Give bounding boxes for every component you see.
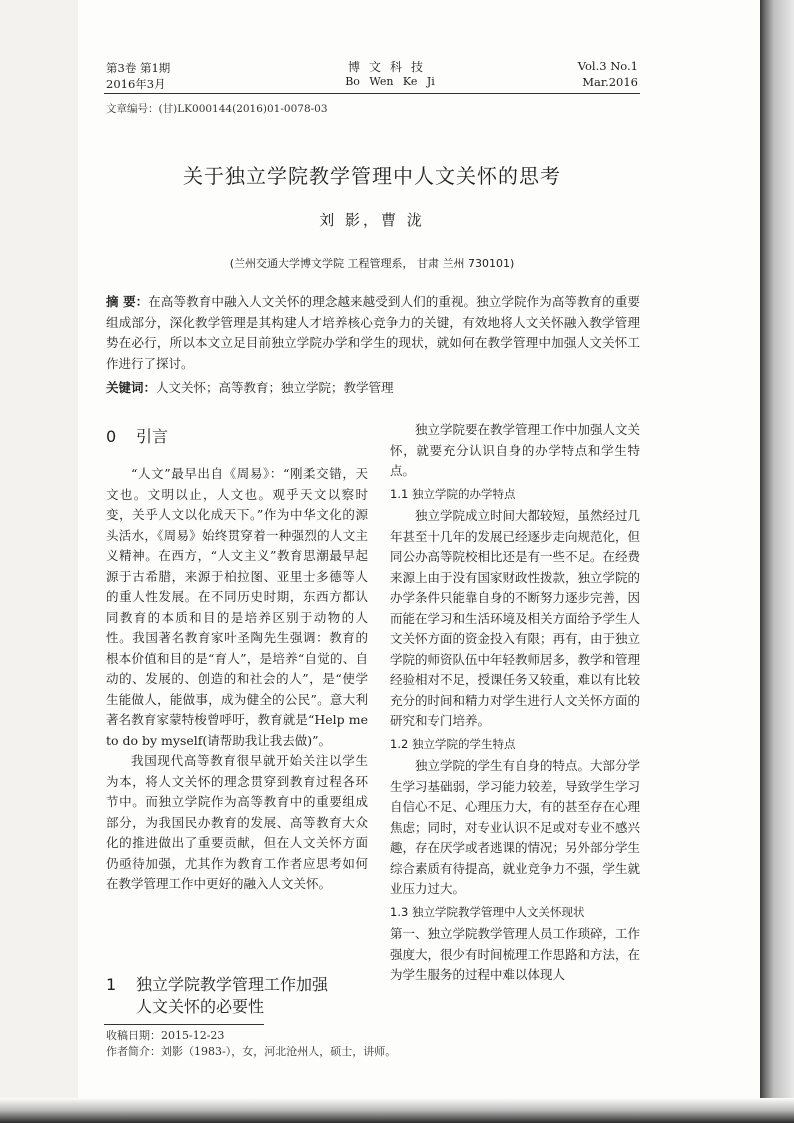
author-bio: 作者简介：刘影（1983-），女，河北沧州人，硕士，讲师。	[106, 1045, 397, 1058]
abstract	[106, 292, 640, 374]
paper-title: 关于独立学院教学管理中人文关怀的思考	[183, 164, 561, 188]
article-number: 文章编号：(甘)LK000144(2016)01-0078-03	[106, 103, 328, 115]
abstract-label: 摘 要：	[106, 294, 149, 309]
intro-paragraph-2: 我国现代高等教育很早就开始关注以学生为本，将人文关怀的理念贯穿到教育过程各环节中。而独立学院作为高等教育中的重要组成部分，为我国民办教育的发展、高等教育大众化的推进做出了重要贡献，但在人文关怀方面仍亟待加强，尤其作为教育工作者应思考如何在教学管理工作中更好的融入人文关怀。	[106, 753, 368, 891]
section-1-title-line1: 独立学院教学管理工作加强	[136, 975, 329, 994]
header-rule	[104, 93, 640, 94]
keywords-text: 人文关怀；高等教育；独立学院；教学管理	[156, 380, 394, 395]
journal-name-cn: 博文科技	[347, 60, 432, 74]
section-0-title: 引言	[136, 427, 169, 446]
keywords-label: 关键词：	[106, 380, 157, 395]
abstract-text: 在高等教育中融入人文关怀的理念越来越受到人们的重视。独立学院作为高等教育的重要组成部分，深化教学管理是其构建人才培养核心竞争力的关键，有效地将人文关怀融入教学管理势在必行，所以本文立足目前独立学院办学和学生的现状，就如何在教学管理中加强人文关怀工作进行了探讨。	[106, 294, 640, 371]
subsection-1-2-text: 独立学院的学生有自身的特点。大部分学生学习基础弱，学习能力较差，导致学生学习自信心不足、心理压力大，有的甚至存在心理焦虑；同时，对专业认识不足或对专业不感兴趣，存在厌学或者逃课的情况；另外部分学生综合素质有待提高，就业竞争力不强，学生就业压力过大。	[390, 758, 641, 896]
section-1-intro: 独立学院要在教学管理工作中加强人文关怀，就要充分认识自身的办学特点和学生特点。	[390, 422, 641, 478]
section-0-number: 0	[106, 427, 117, 446]
section-1-number: 1	[106, 975, 117, 994]
subsection-1-3-heading: 1.3 独立学院教学管理中人文关怀现状	[390, 904, 585, 919]
header-date: 2016年3月	[106, 77, 166, 91]
journal-name-pinyin: Bo Wen Ke Ji	[345, 75, 435, 88]
footnote-rule	[104, 1024, 264, 1025]
paper-affiliation: (兰州交通大学博文学院 工程管理系， 甘肃 兰州 730101)	[229, 257, 515, 270]
header-month: Mar.2016	[582, 75, 638, 89]
section-1-title-line2: 人文关怀的必要性	[136, 997, 265, 1016]
received-date: 收稿日期：2015-12-23	[106, 1029, 225, 1042]
header-vol-no: Vol.3 No.1	[577, 59, 638, 73]
section-0-heading	[106, 424, 368, 447]
subsection-1-2-heading: 1.2 独立学院的学生特点	[390, 736, 516, 751]
keywords	[106, 378, 640, 396]
section-1-heading	[106, 974, 368, 1018]
footnote	[106, 1028, 640, 1060]
left-column-body	[106, 464, 368, 895]
header-journal	[290, 58, 490, 88]
subsection-1-1-heading: 1.1 独立学院的办学特点	[390, 486, 516, 501]
scan-shadow-right	[760, 0, 794, 1123]
paper-authors: 刘 影，曹 泷	[319, 211, 425, 229]
subsection-1-3-text: 第一、独立学院教学管理人员工作琐碎，工作强度大，很少有时间梳理工作思路和方法，在为学生服务的过程中难以体现人	[390, 926, 641, 982]
subsection-1-1-text: 独立学院成立时间大都较短，虽然经过几年甚至十几年的发展已经逐步走向规范化，但同公办高等院校相比还是有一些不足。在经费来源上由于没有国家财政性拨款，独立学院的办学条件只能靠自身的不断努力逐步完善，因而能在学习和生活环境及相关方面给予学生人文关怀方面的资金投入有限；再有，由于独立学院的师资队伍中年轻教师居多，教学和管理经验相对不足，授课任务又较重，难以有比较充分的时间和精力对学生进行人文关怀方面的研究和专门培养。	[390, 508, 641, 728]
scan-shadow-bottom	[0, 1098, 794, 1123]
header-issue	[106, 60, 266, 92]
right-column-body	[390, 420, 640, 986]
intro-paragraph-1: “人文”最早出自《周易》：“刚柔交错，天文也。文明以止，人文也。观乎天文以察时变，关乎人文以化成天下。”作为中华文化的源头活水，《周易》始终贯穿着一种强烈的人文主义精神。在西方，“人文主义”教育思潮最早起源于古希腊，来源于柏拉图、亚里士多德等人的重人性发展。在不同历史时期，东西方都认同教育的本质和目的是培养区别于动物的人性。我国著名教育家叶圣陶先生强调：教育的根本价值和目的是“育人”，是培养“自觉的、自动的、发展的、创造的和社会的人”，是“使学生能做人，能做事，成为健全的公民”。意大利著名教育家蒙特梭曾呼吁，教育就是“Help me to do by myself(请帮助我让我去做)”。	[106, 466, 368, 748]
header-volume: 第3卷 第1期	[106, 61, 171, 75]
header-vol-en	[560, 58, 638, 90]
